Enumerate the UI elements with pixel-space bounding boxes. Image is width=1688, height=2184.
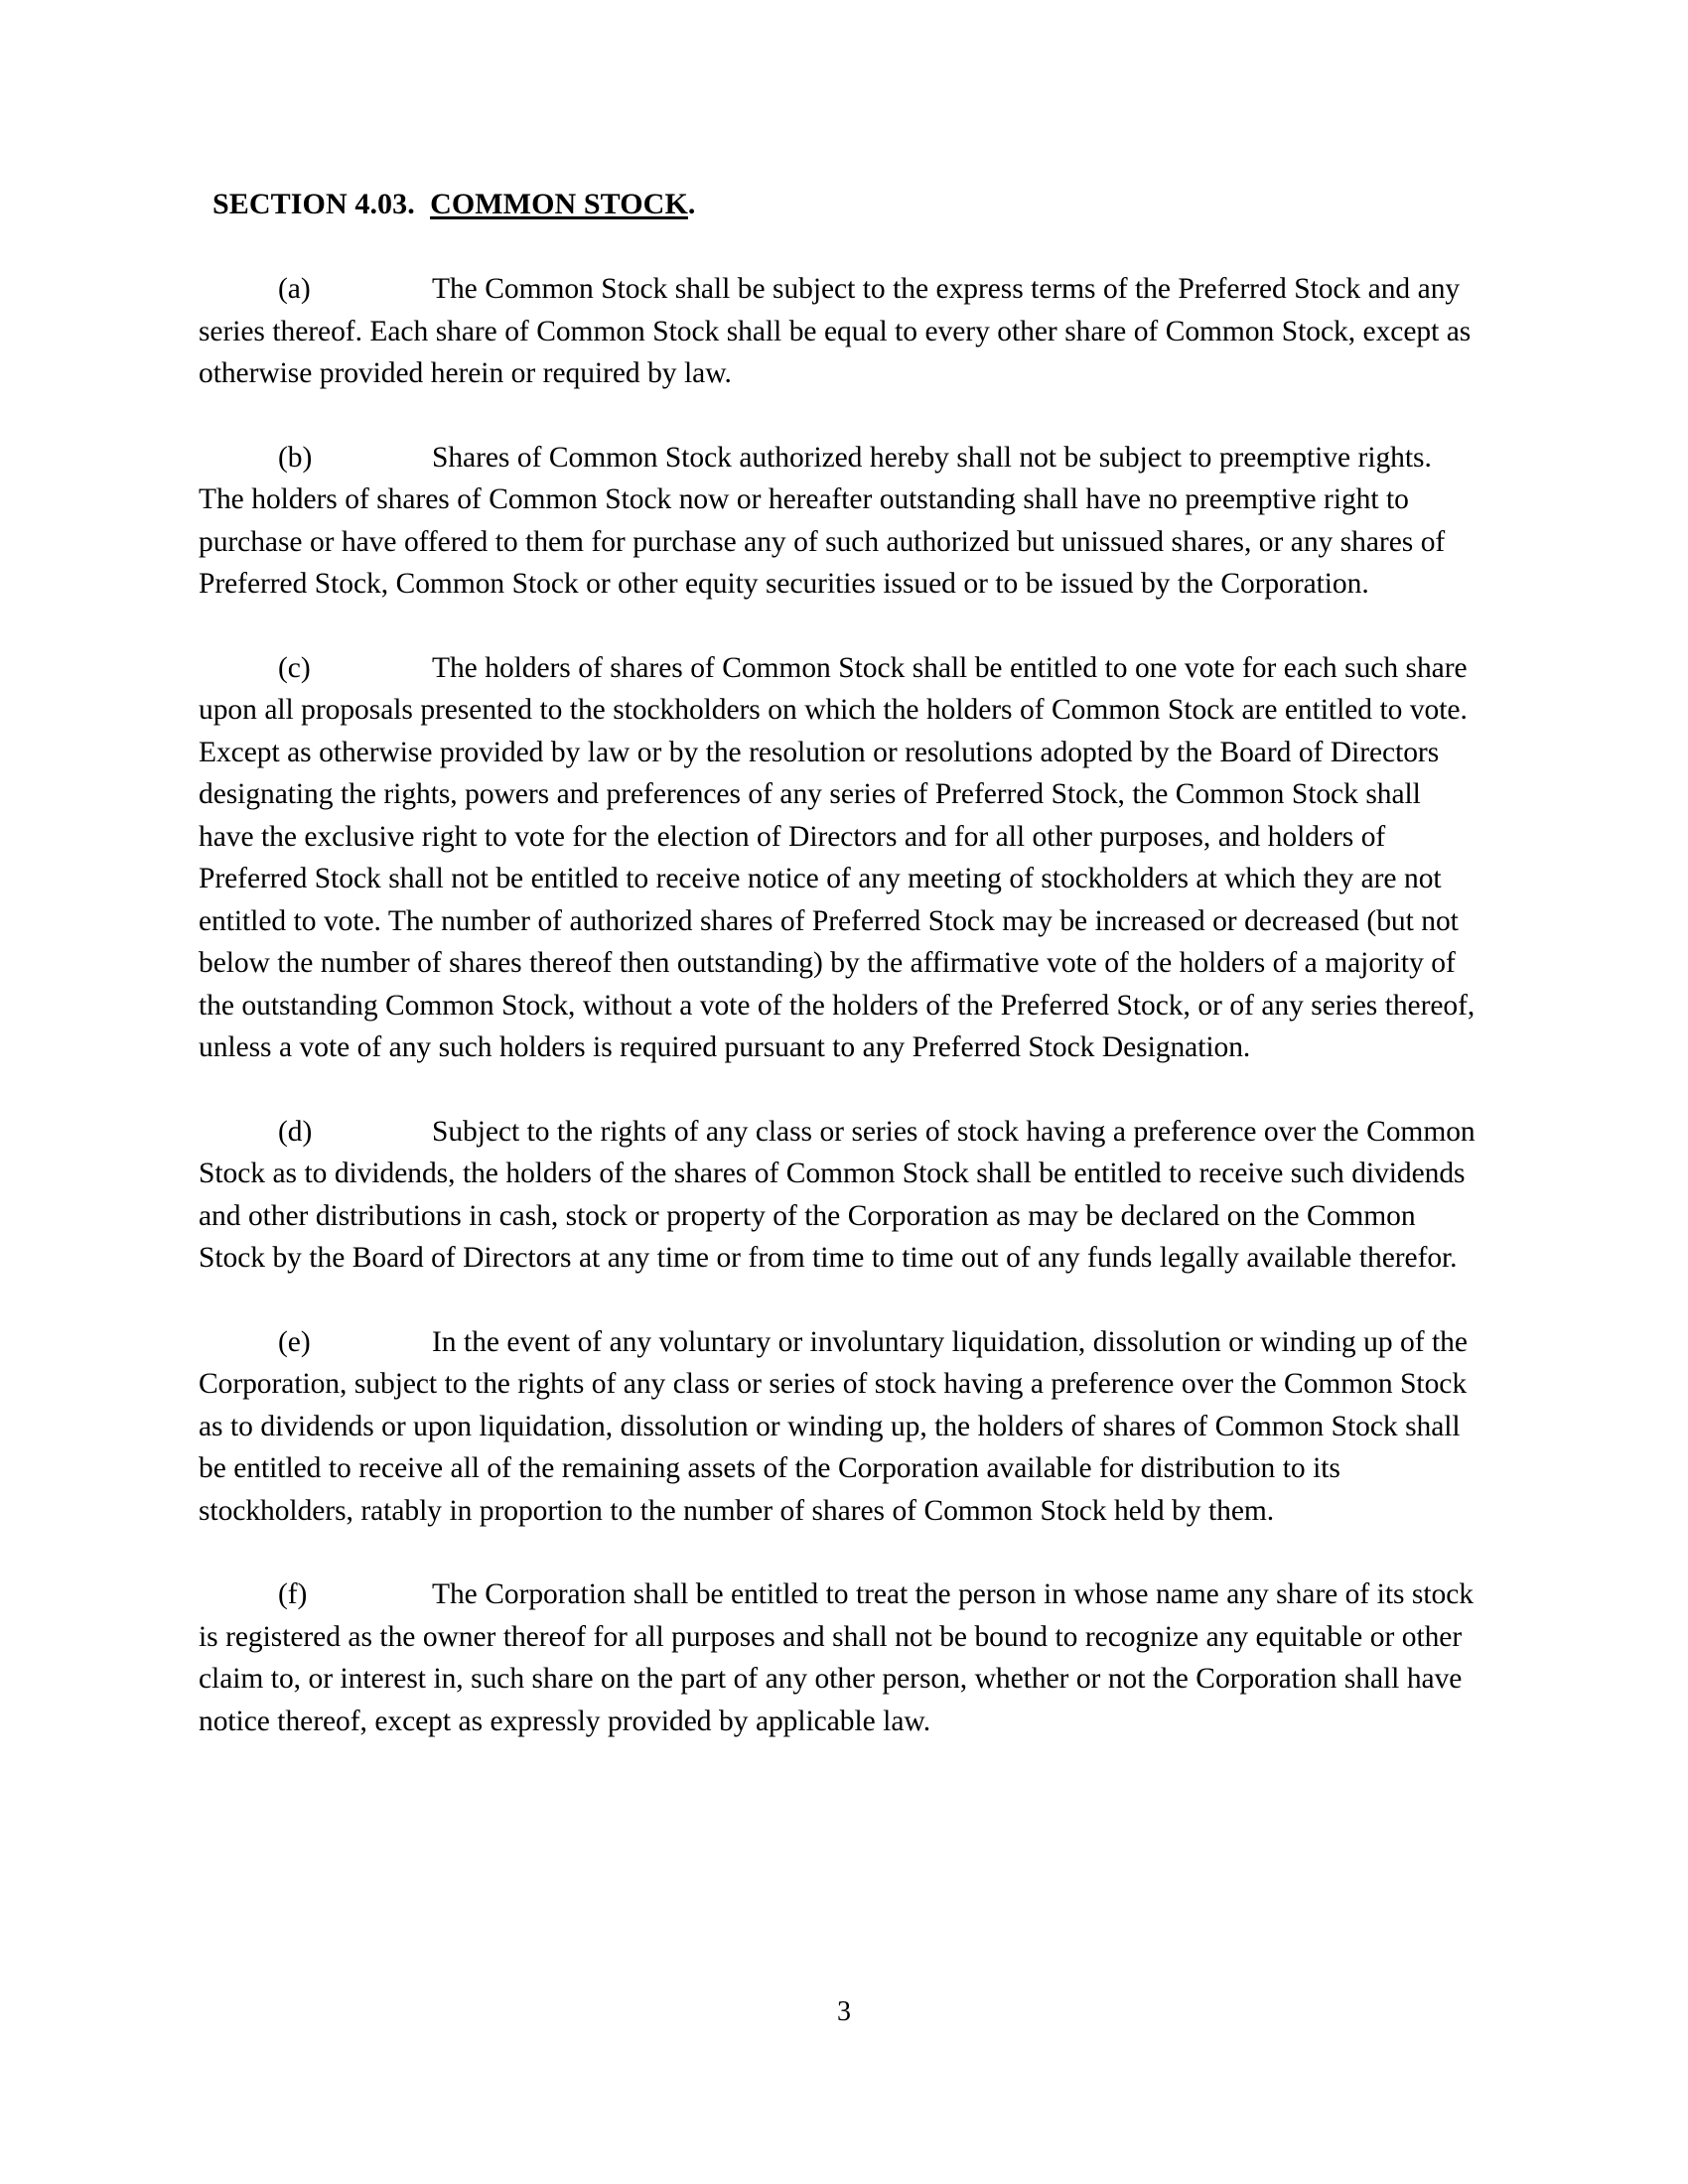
paragraph-f bbox=[199, 1573, 1479, 1742]
paragraph-marker-e: (e) bbox=[278, 1325, 311, 1358]
paragraph-b bbox=[199, 437, 1479, 606]
paragraph-text-c: The holders of shares of Common Stock shall be entitled to one vote for each such share upon all proposals presented to the stockholders on which the holders of Common Stock are entitled to vote. Except as otherwise provided by law or by the resolution or resolutions adopted by the Board of Directors designating the rights, powers and preferences of any series of Preferred Stock, the Common Stock shall have the exclusive right to vote for the election of Directors and for all other purposes, and holders of Preferred Stock shall not be entitled to receive notice of any meeting of stockholders at which they are not entitled to vote. The number of authorized shares of Preferred Stock may be increased or decreased (but not below the number of shares thereof then outstanding) by the affirmative vote of the holders of a majority of the outstanding Common Stock, without a vote of the holders of the Preferred Stock, or of any series thereof, unless a vote of any such holders is required pursuant to any Preferred Stock Designation. bbox=[199, 651, 1476, 1063]
paragraph-marker-f: (f) bbox=[278, 1578, 308, 1610]
page-number: 3 bbox=[837, 1996, 851, 2027]
paragraph-marker-a: (a) bbox=[278, 273, 311, 305]
section-title-period: . bbox=[687, 188, 696, 220]
paragraph-text-b: Shares of Common Stock authorized hereby shall not be subject to preemptive rights. The holders of shares of Common Stock now or hereafter outstanding shall have no preemptive right to purchase or have offered to them for purchase any of such authorized but unissued shares, or any shares of Preferred Stock, Common Stock or other equity securities issued or to be issued by the Corporation. bbox=[199, 441, 1446, 600]
paragraph-e bbox=[199, 1321, 1479, 1533]
paragraph-a bbox=[199, 268, 1479, 395]
paragraph-d bbox=[199, 1111, 1479, 1280]
section-title: COMMON STOCK bbox=[430, 188, 688, 220]
paragraph-marker-c: (c) bbox=[278, 651, 311, 684]
paragraph-text-e: In the event of any voluntary or involuntary liquidation, dissolution or winding up of the Corporation, subject to the rights of any class or series of stock having a preference over the Common Stock as to dividends or upon liquidation, dissolution or winding up, the holders of shares of Common Stock shall be entitled to receive all of the remaining assets of the Corporation available for distribution to its stockholders, ratably in proportion to the number of shares of Common Stock held by them. bbox=[199, 1325, 1468, 1527]
section-number: SECTION 4.03. bbox=[212, 188, 415, 220]
paragraph-c bbox=[199, 647, 1479, 1069]
paragraph-text-d: Subject to the rights of any class or series of stock having a preference over the Common Stock as to dividends, the holders of the shares of Common Stock shall be entitled to receive such dividends and other distributions in cash, stock or property of the Corporation as may be declared on the Common Stock by the Board of Directors at any time or from time to time out of any funds legally available therefor. bbox=[199, 1115, 1476, 1274]
page-content bbox=[199, 185, 1479, 1742]
paragraph-marker-b: (b) bbox=[278, 441, 313, 474]
heading-gap bbox=[415, 188, 430, 220]
section-heading bbox=[199, 185, 1479, 224]
paragraph-marker-d: (d) bbox=[278, 1115, 313, 1148]
paragraph-text-f: The Corporation shall be entitled to treat the person in whose name any share of its stock is registered as the owner thereof for all purposes and shall not be bound to recognize any equitable or other claim to, or interest in, such share on the part of any other person, whether or not the Corporation shall have notice thereof, except as expressly provided by applicable law. bbox=[199, 1578, 1474, 1737]
paragraph-text-a: The Common Stock shall be subject to the express terms of the Preferred Stock and any series thereof. Each share of Common Stock shall be equal to every other share of Common Stock, except as otherwise provided herein or required by law. bbox=[199, 273, 1472, 389]
